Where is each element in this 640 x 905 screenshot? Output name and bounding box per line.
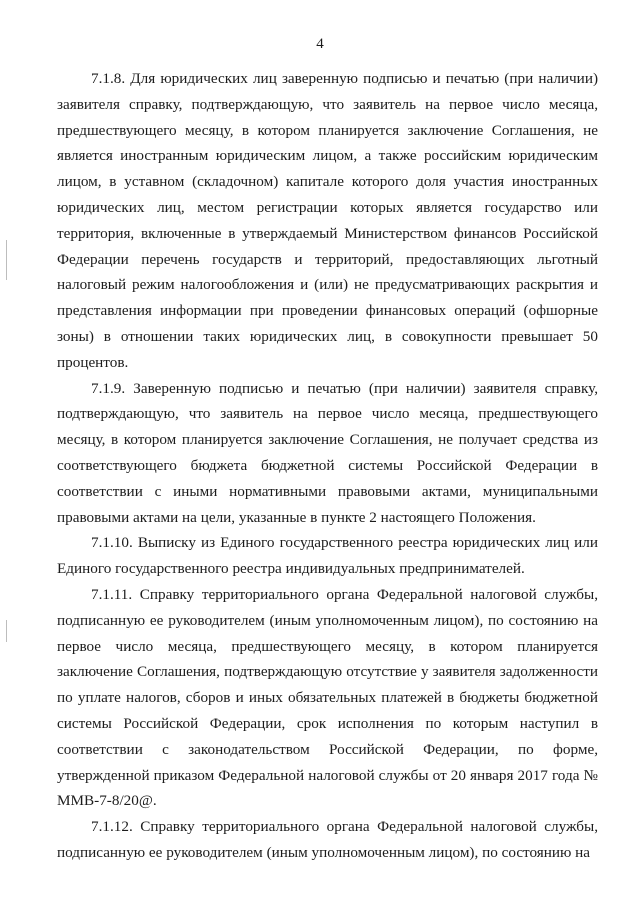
page-number: 4 bbox=[316, 36, 324, 52]
paragraph-7-1-9: 7.1.9. Заверенную подписью и печатью (при наличии) заявителя справку, подтверждающую, что заявитель на первое число месяца, предшествующего месяцу, в котором планируется заключение Соглашения, не получает средства из соответствующего бюджета бюджетной системы Российской Федерации в соответствии с иными нормативными правовыми актами, муниципальными правовыми актами на цели, указанные в пункте 2 настоящего Положения. bbox=[57, 379, 598, 526]
paragraph-7-1-10: 7.1.10. Выписку из Единого государственного реестра юридических лиц или Единого государственного реестра индивидуальных предпринимателей. bbox=[57, 534, 598, 578]
paragraph-7-1-12: 7.1.12. Справку территориального органа Федеральной налоговой службы, подписанную ее руководителем (иным уполномоченным лицом), по состоянию на bbox=[57, 818, 598, 861]
paragraph-7-1-11: 7.1.11. Справку территориального органа Федеральной налоговой службы, подписанную ее руководителем (иным уполномоченным лицом), по состоянию на первое число месяца, предшествующего месяцу, в котором планируется заключение Соглашения, подтверждающую отсутствие у заявителя задолженности по уплате налогов, сборов и иных обязательных платежей в бюджеты бюджетной системы Российской Федерации, срок исполнения по которым наступил в соответствии с законодательством Российской Федерации, по форме, утвержденной приказом Федеральной налоговой службы от 20 января 2017 года № ММВ-7-8/20@. bbox=[57, 585, 598, 810]
scan-edge-mark bbox=[6, 240, 7, 280]
document-body bbox=[57, 66, 598, 866]
scan-edge-mark bbox=[6, 620, 7, 642]
paragraph-7-1-8: 7.1.8. Для юридических лиц заверенную подписью и печатью (при наличии) заявителя справку, подтверждающую, что заявитель на первое число месяца, предшествующего месяцу, в котором планируется заключение Соглашения, не является иностранным юридическим лицом, а также российским юридическим лицом, в уставном (складочном) капитале которого доля участия иностранных юридических лиц, местом регистрации которых является государство или территория, включенные в утверждаемый Министерством финансов Российской Федерации перечень государств и территорий, предоставляющих льготный налоговый режим налогообложения и (или) не предусматривающих раскрытия и представления информации при проведении финансовых операций (офшорные зоны) в отношении таких юридических лиц, в совокупности превышает 50 процентов. bbox=[57, 70, 598, 371]
